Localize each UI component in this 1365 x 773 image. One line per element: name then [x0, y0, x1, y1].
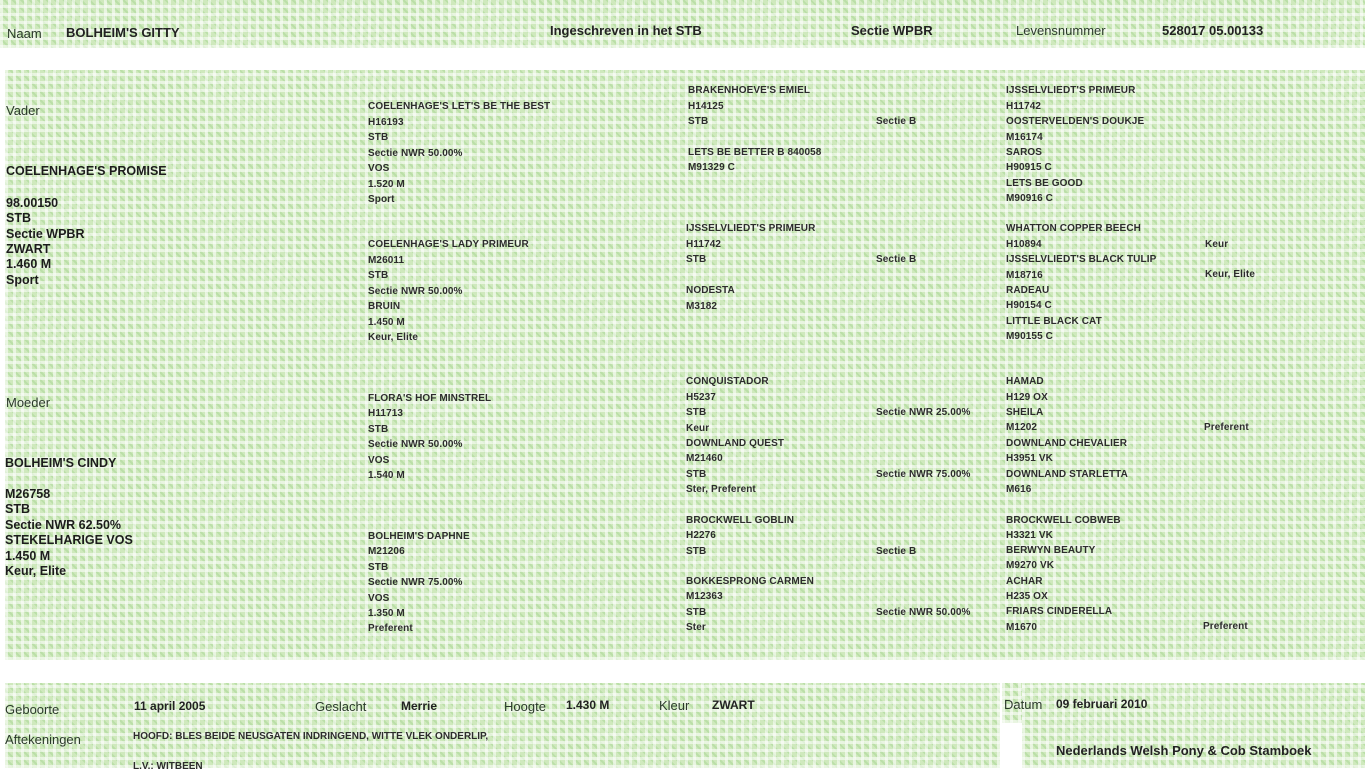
moeder-line: 1.450 M	[5, 549, 51, 563]
ancestor-line: Keur, Elite	[368, 332, 419, 343]
ancestor-id: H10894	[1006, 239, 1042, 250]
aftekeningen-line2: L.V.: WITBEEN	[133, 761, 203, 772]
ancestor-sectie: Sectie NWR 75.00%	[876, 469, 971, 480]
moeder-label: Moeder	[6, 395, 51, 410]
ancestor-name: NODESTA	[686, 285, 735, 296]
ancestor-id: M1202	[1006, 422, 1038, 433]
moeder-name: BOLHEIM'S CINDY	[5, 456, 117, 470]
ancestor-name: COELENHAGE'S LET'S BE THE BEST	[368, 101, 551, 112]
ancestor-name: BROCKWELL GOBLIN	[686, 515, 795, 526]
aftekeningen-value: HOOFD: BLES BEIDE NEUSGATEN INDRINGEND, WITTE VLEK ONDERLIP,	[133, 731, 489, 742]
geslacht-value: Merrie	[401, 699, 438, 713]
ancestor-line: H14125	[688, 101, 724, 112]
ancestor-line: STB	[368, 270, 389, 281]
ancestor-name: RADEAU	[1006, 285, 1050, 296]
ancestor-id: M16174	[1006, 132, 1043, 143]
ancestor-line: STB	[686, 546, 707, 557]
horse-name: BOLHEIM'S GITTY	[66, 25, 180, 40]
ancestor-name: LETS BE GOOD	[1006, 178, 1083, 189]
vader-name: COELENHAGE'S PROMISE	[6, 164, 167, 178]
ancestor-line: STB	[368, 562, 389, 573]
ancestor-name: CONQUISTADOR	[686, 376, 769, 387]
ancestor-line: BRUIN	[368, 301, 401, 312]
ancestor-name: HAMAD	[1006, 376, 1044, 387]
ancestor-name: SHEILA	[1006, 407, 1044, 418]
ancestor-id: H11742	[1006, 101, 1042, 112]
ancestor-name: BOKKESPRONG CARMEN	[686, 576, 814, 587]
ancestor-predicate: Keur	[1205, 239, 1229, 250]
ancestor-line: H11713	[368, 408, 404, 419]
ancestor-name: LETS BE BETTER B 840058	[688, 147, 822, 158]
datum-label: Datum	[1004, 697, 1043, 712]
ancestor-name: DOWNLAND CHEVALIER	[1006, 438, 1128, 449]
ancestor-line: VOS	[368, 455, 390, 466]
ancestor-name: LITTLE BLACK CAT	[1006, 316, 1102, 327]
ancestor-id: H90915 C	[1006, 162, 1052, 173]
ancestor-name: IJSSELVLIEDT'S PRIMEUR	[686, 223, 816, 234]
footer-left-panel	[5, 683, 1000, 768]
vader-line: Sectie WPBR	[6, 227, 85, 241]
ancestor-id: M9270 VK	[1006, 560, 1055, 571]
ancestor-line: VOS	[368, 163, 390, 174]
ancestor-line: 1.540 M	[368, 470, 405, 481]
moeder-line: STB	[5, 502, 30, 516]
ancestor-name: BRAKENHOEVE'S EMIEL	[688, 85, 811, 96]
vader-line: 1.460 M	[6, 257, 52, 271]
ancestor-line: Sectie NWR 75.00%	[368, 577, 463, 588]
ancestor-id: M90916 C	[1006, 193, 1053, 204]
ancestor-line: Keur	[686, 423, 710, 434]
ancestor-name: COELENHAGE'S LADY PRIMEUR	[368, 239, 529, 250]
ancestor-id: H129 OX	[1006, 392, 1048, 403]
ancestor-line: STB	[368, 132, 389, 143]
datum-value: 09 februari 2010	[1056, 697, 1148, 711]
ancestor-sectie: Sectie NWR 50.00%	[876, 607, 971, 618]
ancestor-name: IJSSELVLIEDT'S PRIMEUR	[1006, 85, 1136, 96]
ancestor-name: BROCKWELL COBWEB	[1006, 515, 1121, 526]
ancestor-line: M21460	[686, 453, 723, 464]
ancestor-line: M12363	[686, 591, 723, 602]
ancestor-line: Ster	[686, 622, 706, 633]
ancestor-sectie: Sectie B	[876, 546, 917, 557]
moeder-line: Sectie NWR 62.50%	[5, 518, 122, 532]
vader-line: Sport	[6, 273, 39, 287]
kleur-value: ZWART	[712, 698, 755, 712]
levensnummer-value: 528017 05.00133	[1162, 23, 1264, 38]
ancestor-line: STB	[686, 469, 707, 480]
ancestor-line: VOS	[368, 593, 390, 604]
vader-line: 98.00150	[6, 196, 59, 210]
moeder-line: Keur, Elite	[5, 564, 67, 578]
moeder-line: STEKELHARIGE VOS	[5, 533, 133, 547]
ancestor-line: H5237	[686, 392, 716, 403]
ancestor-name: FLORA'S HOF MINSTREL	[368, 393, 492, 404]
registration-status: Ingeschreven in het STB	[550, 23, 702, 38]
naam-label: Naam	[7, 26, 42, 41]
ancestor-name: IJSSELVLIEDT'S BLACK TULIP	[1006, 254, 1157, 265]
ancestor-line: M91329 C	[688, 162, 735, 173]
ancestor-sectie: Sectie NWR 25.00%	[876, 407, 971, 418]
ancestor-name: WHATTON COPPER BEECH	[1006, 223, 1141, 234]
ancestor-id: H235 OX	[1006, 591, 1048, 602]
ancestor-line: Sectie NWR 50.00%	[368, 439, 463, 450]
ancestor-predicate: Keur, Elite	[1205, 269, 1256, 280]
ancestor-line: 1.520 M	[368, 179, 405, 190]
hoogte-label: Hoogte	[504, 699, 546, 714]
ancestor-line: Ster, Preferent	[686, 484, 756, 495]
ancestor-name: OOSTERVELDEN'S DOUKJE	[1006, 116, 1145, 127]
ancestor-line: Sport	[368, 194, 395, 205]
vader-label: Vader	[6, 103, 40, 118]
ancestor-line: Sectie NWR 50.00%	[368, 286, 463, 297]
section: Sectie WPBR	[851, 23, 933, 38]
ancestor-line: H16193	[368, 117, 404, 128]
kleur-label: Kleur	[659, 698, 690, 713]
vader-line: STB	[6, 211, 31, 225]
ancestor-name: BOLHEIM'S DAPHNE	[368, 531, 470, 542]
aftekeningen-label: Aftekeningen	[5, 732, 81, 747]
ancestor-id: H3951 VK	[1006, 453, 1053, 464]
levensnummer-label: Levensnummer	[1016, 23, 1106, 38]
ancestor-id: M18716	[1006, 270, 1043, 281]
ancestor-sectie: Sectie B	[876, 254, 917, 265]
ancestor-name: DOWNLAND QUEST	[686, 438, 785, 449]
ancestor-line: Preferent	[368, 623, 413, 634]
ancestor-line: STB	[686, 607, 707, 618]
ancestor-id: M90155 C	[1006, 331, 1053, 342]
ancestor-line: M3182	[686, 301, 718, 312]
ancestor-name: FRIARS CINDERELLA	[1006, 606, 1113, 617]
moeder-line: M26758	[5, 487, 51, 501]
ancestor-line: Sectie NWR 50.00%	[368, 148, 463, 159]
ancestor-predicate: Preferent	[1203, 621, 1248, 632]
ancestor-line: STB	[686, 407, 707, 418]
ancestor-name: ACHAR	[1006, 576, 1043, 587]
ancestor-line: STB	[686, 254, 707, 265]
ancestor-id: H90154 C	[1006, 300, 1052, 311]
ancestor-sectie: Sectie B	[876, 116, 917, 127]
studbook-name: Nederlands Welsh Pony & Cob Stamboek	[1056, 743, 1312, 758]
ancestor-name: SAROS	[1006, 147, 1043, 158]
ancestor-line: 1.450 M	[368, 317, 405, 328]
geslacht-label: Geslacht	[315, 699, 367, 714]
pedigree-panel	[5, 70, 1365, 660]
vader-line: ZWART	[6, 242, 51, 256]
geboorte-value: 11 april 2005	[134, 699, 206, 713]
ancestor-id: H3321 VK	[1006, 530, 1053, 541]
geboorte-label: Geboorte	[5, 702, 60, 717]
ancestor-line: H11742	[686, 239, 722, 250]
ancestor-id: M1670	[1006, 622, 1038, 633]
ancestor-line: STB	[688, 116, 709, 127]
ancestor-line: H2276	[686, 530, 716, 541]
hoogte-value: 1.430 M	[566, 698, 610, 712]
ancestor-line: M26011	[368, 255, 405, 266]
ancestor-line: STB	[368, 424, 389, 435]
ancestor-id: M616	[1006, 484, 1032, 495]
ancestor-predicate: Preferent	[1204, 422, 1249, 433]
ancestor-line: 1.350 M	[368, 608, 405, 619]
ancestor-name: DOWNLAND STARLETTA	[1006, 469, 1128, 480]
ancestor-name: BERWYN BEAUTY	[1006, 545, 1096, 556]
ancestor-line: M21206	[368, 546, 405, 557]
